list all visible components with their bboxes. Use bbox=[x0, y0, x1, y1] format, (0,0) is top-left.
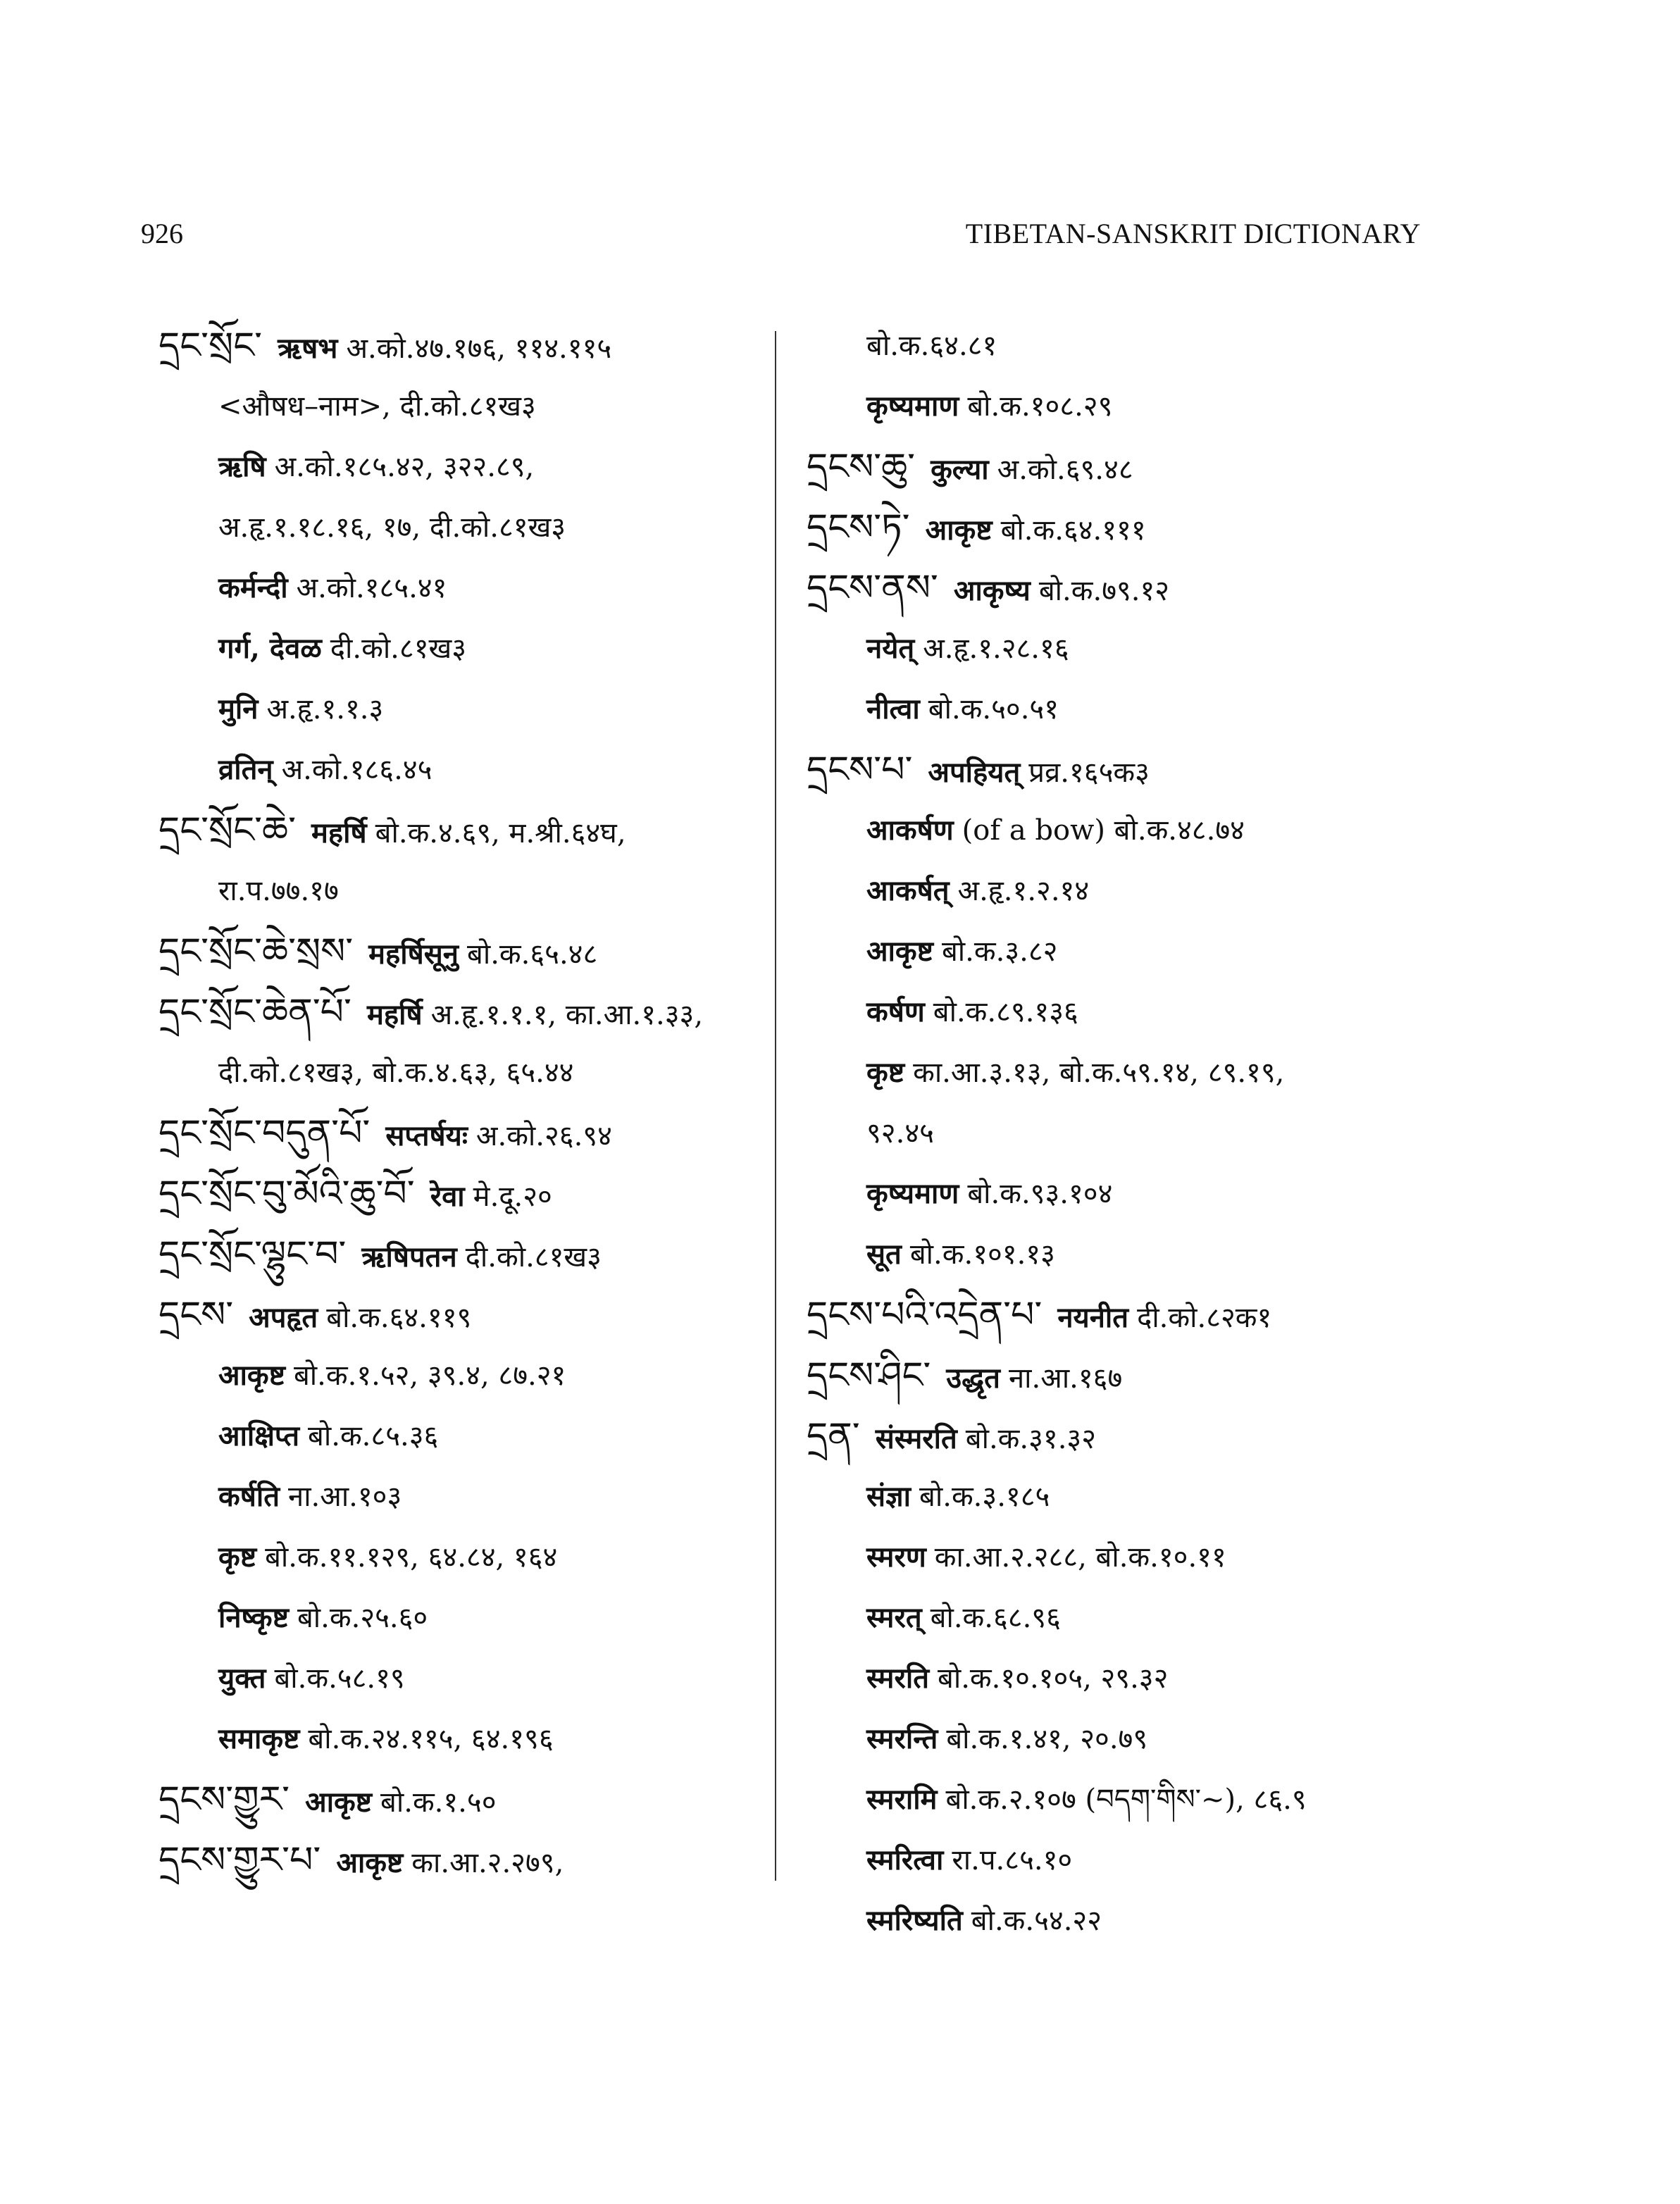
tibetan-headword: དྲང་སྲོང་ bbox=[158, 325, 263, 367]
tibetan-headword: དྲངས་པའི་འདྲེན་པ་ bbox=[807, 1294, 1043, 1336]
tibetan-headword: དྲངས་གྱུར་པ་ bbox=[158, 1839, 321, 1881]
source-reference: बो.क.८९.१३६ bbox=[933, 996, 1078, 1028]
entry-continuation-line bbox=[158, 558, 778, 618]
entry-headword-line bbox=[158, 1103, 778, 1164]
sanskrit-equivalent: आकृष्य bbox=[953, 574, 1031, 607]
source-reference: प्रव्र.१६५क३ bbox=[1028, 757, 1150, 789]
sanskrit-equivalent: स्मरति bbox=[866, 1662, 929, 1695]
tibetan-headword: དྲང་སྲོང་བདུན་པོ་ bbox=[158, 1112, 371, 1154]
entry-continuation-line bbox=[158, 1467, 778, 1527]
source-reference: ना.आ.१६७ bbox=[1008, 1362, 1123, 1395]
sanskrit-equivalent: नीत्वा bbox=[866, 692, 920, 726]
source-reference: रा.प.७७.१७ bbox=[218, 875, 339, 907]
column-divider bbox=[775, 331, 776, 1881]
sanskrit-equivalent: महर्षि bbox=[311, 816, 367, 849]
sanskrit-equivalent: नयनीत bbox=[1057, 1301, 1129, 1334]
tibetan-headword: དྲང་སྲོང་ཆེན་པོ་ bbox=[158, 991, 351, 1033]
entry-headword-line bbox=[807, 1285, 1426, 1345]
entry-continuation-line bbox=[807, 1164, 1426, 1224]
tibetan-headword: དྲངས་ཏེ་ bbox=[807, 506, 910, 549]
entry-headword-line bbox=[158, 800, 778, 861]
entry-continuation-line bbox=[807, 316, 1426, 376]
entry-headword-line bbox=[807, 497, 1426, 558]
sanskrit-equivalent: अपहृत bbox=[249, 1301, 318, 1334]
sanskrit-equivalent: स्मरण bbox=[866, 1540, 926, 1574]
source-reference: बो.क.६४.११९ bbox=[326, 1302, 472, 1334]
entry-continuation-line bbox=[807, 982, 1426, 1042]
source-reference: अ.को.१८६.४५ bbox=[281, 754, 433, 786]
source-reference: अ.को.४७.१७६, ११४.११५ bbox=[346, 332, 612, 365]
entry-continuation-line bbox=[807, 1042, 1426, 1103]
source-reference: बो.क.५०.५१ bbox=[928, 693, 1059, 726]
sanskrit-equivalent: संज्ञा bbox=[866, 1480, 911, 1513]
source-reference: बो.क.१.५० bbox=[380, 1786, 497, 1819]
entry-continuation-line bbox=[807, 1648, 1426, 1709]
source-reference: अ.को.६९.४८ bbox=[997, 454, 1133, 486]
entry-continuation-line bbox=[158, 618, 778, 679]
entry-headword-line bbox=[158, 921, 778, 982]
sanskrit-equivalent: सप्तर्षयः bbox=[385, 1119, 468, 1152]
sanskrit-equivalent: अपहियत् bbox=[928, 756, 1021, 789]
entry-continuation-line bbox=[158, 1709, 778, 1769]
source-reference: बो.क.१०१.१३ bbox=[909, 1238, 1055, 1271]
entry-headword-line bbox=[158, 1769, 778, 1830]
sanskrit-equivalent: ऋषि bbox=[218, 450, 266, 483]
entry-continuation-line bbox=[807, 376, 1426, 437]
source-reference: बो.क.६४.८१ bbox=[866, 330, 997, 362]
sanskrit-equivalent: ऋषभ bbox=[278, 332, 338, 365]
entry-continuation-line bbox=[158, 740, 778, 800]
source-reference: रा.प.८५.१० bbox=[952, 1844, 1073, 1876]
source-reference: का.आ.२.२७९, bbox=[411, 1847, 564, 1879]
source-reference: बो.क.१.४१, २०.७९ bbox=[946, 1723, 1148, 1755]
source-reference: बो.क.८५.३६ bbox=[308, 1420, 439, 1452]
sanskrit-equivalent: संस्मरति bbox=[875, 1422, 957, 1455]
source-reference: बो.क.७९.१२ bbox=[1038, 575, 1170, 607]
source-reference: अ.हृ.१.२८.१६ bbox=[923, 633, 1069, 665]
entry-continuation-line bbox=[807, 1224, 1426, 1285]
tibetan-headword: དྲངས་པ་ bbox=[807, 749, 913, 791]
right-column bbox=[807, 316, 1426, 1951]
entry-headword-line bbox=[807, 740, 1426, 800]
entry-headword-line bbox=[807, 437, 1426, 497]
entry-continuation-line bbox=[807, 1830, 1426, 1891]
entry-continuation-line bbox=[158, 1406, 778, 1467]
source-reference: मे.दू.२० bbox=[473, 1181, 552, 1213]
source-reference: दी.को.८१ख३ bbox=[465, 1241, 602, 1274]
sanskrit-equivalent: व्रतिन् bbox=[218, 753, 273, 786]
entry-continuation-line bbox=[158, 1588, 778, 1648]
source-reference: दी.को.८१ख३, बो.क.४.६३, ६५.४४ bbox=[218, 1057, 574, 1089]
entry-continuation-line bbox=[158, 376, 778, 437]
entry-continuation-line bbox=[807, 1769, 1426, 1830]
entry-continuation-line bbox=[807, 1103, 1426, 1164]
entry-continuation-line bbox=[807, 679, 1426, 740]
entry-headword-line bbox=[158, 1285, 778, 1345]
sanskrit-equivalent: आकृष्ट bbox=[866, 935, 933, 968]
tibetan-headword: དྲངས་ནས་ bbox=[807, 567, 938, 609]
sanskrit-equivalent: ऋषिपतन bbox=[361, 1240, 457, 1274]
sanskrit-equivalent: सूत bbox=[866, 1238, 902, 1271]
sanskrit-equivalent: स्मरामि bbox=[866, 1783, 938, 1816]
entry-continuation-line bbox=[807, 1588, 1426, 1648]
tibetan-headword: དྲངས་ bbox=[158, 1294, 234, 1336]
source-reference: दी.को.८१ख३ bbox=[330, 633, 467, 665]
sanskrit-equivalent: आक्षिप्त bbox=[218, 1419, 300, 1452]
sanskrit-equivalent: मुनि bbox=[218, 692, 259, 726]
source-reference: बो.क.४.६९, म.श्री.६४घ, bbox=[375, 817, 626, 849]
source-reference: अ.हृ.१.१.१, का.आ.१.३३, bbox=[430, 999, 704, 1031]
source-reference: बो.क.२५.६० bbox=[297, 1602, 428, 1634]
sanskrit-equivalent: युक्त bbox=[218, 1662, 266, 1695]
sanskrit-equivalent: कृष्यमाण bbox=[866, 390, 959, 423]
tibetan-headword: དྲང་སྲོང་ལྷུང་བ་ bbox=[158, 1233, 347, 1276]
entry-continuation-line bbox=[158, 1527, 778, 1588]
sanskrit-equivalent: कर्मन्दी bbox=[218, 571, 288, 604]
source-reference: अ.को.२६.९४ bbox=[475, 1120, 612, 1152]
sanskrit-equivalent: गर्ग, देवळ bbox=[218, 632, 322, 665]
source-reference: अ.हृ.१.२.१४ bbox=[957, 875, 1090, 907]
left-column bbox=[158, 316, 778, 1891]
sanskrit-equivalent: महर्षि bbox=[366, 998, 423, 1031]
source-reference: (of a bow) बो.क.४८.७४ bbox=[962, 814, 1245, 847]
sanskrit-equivalent: आकर्षत् bbox=[866, 874, 950, 907]
entry-continuation-line bbox=[807, 1891, 1426, 1951]
source-reference: बो.क.११.१२९, ६४.८४, १६४ bbox=[265, 1541, 558, 1574]
page-number: 926 bbox=[141, 218, 183, 249]
entry-headword-line bbox=[807, 1345, 1426, 1406]
tibetan-headword: དྲང་སྲོང་ཆེ་ bbox=[158, 809, 297, 852]
entry-continuation-line bbox=[807, 800, 1426, 861]
source-reference: बो.क.६५.४८ bbox=[467, 938, 598, 971]
source-reference: <औषध–नाम>, दी.को.८१ख३ bbox=[218, 390, 536, 423]
sanskrit-equivalent: कृष्ट bbox=[866, 1056, 905, 1089]
sanskrit-equivalent: स्मरिष्यति bbox=[866, 1904, 963, 1937]
source-reference: बो.क.६८.९६ bbox=[930, 1602, 1061, 1634]
entry-continuation-line bbox=[158, 437, 778, 497]
source-reference: ९२.४५ bbox=[866, 1117, 934, 1150]
entry-continuation-line bbox=[807, 1527, 1426, 1588]
source-reference: बो.क.२४.११५, ६४.१९६ bbox=[308, 1723, 554, 1755]
source-reference: बो.क.३.१८५ bbox=[919, 1481, 1050, 1513]
sanskrit-equivalent: स्मरन्ति bbox=[866, 1722, 938, 1755]
tibetan-headword: དྲན་ bbox=[807, 1415, 860, 1457]
entry-continuation-line bbox=[807, 921, 1426, 982]
sanskrit-equivalent: आकृष्ट bbox=[305, 1786, 373, 1819]
sanskrit-equivalent: कृष्ट bbox=[218, 1540, 257, 1574]
source-reference: बो.क.६४.१११ bbox=[1000, 514, 1146, 547]
entry-headword-line bbox=[158, 982, 778, 1042]
source-reference: बो.क.९३.१०४ bbox=[967, 1178, 1113, 1210]
entry-headword-line bbox=[158, 316, 778, 376]
entry-headword-line bbox=[158, 1224, 778, 1285]
sanskrit-equivalent: आकर्षण bbox=[866, 814, 954, 847]
tibetan-headword: དྲངས་ཤིང་ bbox=[807, 1355, 931, 1397]
entry-headword-line bbox=[158, 1830, 778, 1891]
entry-headword-line bbox=[158, 1164, 778, 1224]
tibetan-headword: དྲངས་གྱུར་ bbox=[158, 1779, 290, 1821]
source-reference: बो.क.१०.१०५, २९.३२ bbox=[938, 1662, 1169, 1695]
source-reference: का.आ.२.२८८, बो.क.१०.११ bbox=[934, 1541, 1226, 1574]
sanskrit-equivalent: समाकृष्ट bbox=[218, 1722, 300, 1755]
source-reference: अ.को.१८५.४२, ३२२.८९, bbox=[274, 451, 535, 483]
tibetan-headword: དྲང་སྲོང་བུ་མོའི་ཆུ་བོ་ bbox=[158, 1173, 415, 1215]
source-reference: बो.क.१.५२, ३९.४, ८७.२१ bbox=[293, 1359, 566, 1392]
entry-continuation-line bbox=[807, 618, 1426, 679]
sanskrit-equivalent: आकृष्ट bbox=[925, 513, 993, 547]
entry-continuation-line bbox=[807, 1709, 1426, 1769]
sanskrit-equivalent: निष्कृष्ट bbox=[218, 1601, 289, 1634]
sanskrit-equivalent: स्मरित्वा bbox=[866, 1843, 944, 1876]
source-reference: का.आ.३.१३, बो.क.५९.१४, ८९.१९, bbox=[913, 1057, 1285, 1089]
sanskrit-equivalent: उद्धृत bbox=[946, 1362, 1000, 1395]
source-reference: बो.क.३.८२ bbox=[941, 935, 1058, 968]
entry-headword-line bbox=[807, 558, 1426, 618]
sanskrit-equivalent: कृष्यमाण bbox=[866, 1177, 959, 1210]
source-reference: बो.क.१०८.२९ bbox=[967, 390, 1113, 423]
sanskrit-equivalent: नयेत् bbox=[866, 632, 915, 665]
entry-continuation-line bbox=[158, 1042, 778, 1103]
entry-continuation-line bbox=[807, 1467, 1426, 1527]
sanskrit-equivalent: कर्षति bbox=[218, 1480, 280, 1513]
entry-continuation-line bbox=[158, 1345, 778, 1406]
source-reference: अ.को.१८५.४१ bbox=[296, 572, 447, 604]
sanskrit-equivalent: कर्षण bbox=[866, 995, 925, 1028]
sanskrit-equivalent: कुल्या bbox=[931, 453, 989, 486]
entry-continuation-line bbox=[158, 497, 778, 558]
source-reference: बो.क.५८.१९ bbox=[274, 1662, 405, 1695]
source-reference: बो.क.२.१०७ (བདག་གིས་~), ८६.९ bbox=[945, 1783, 1307, 1816]
entry-continuation-line bbox=[158, 679, 778, 740]
source-reference: दी.को.८२क१ bbox=[1137, 1302, 1272, 1334]
running-title: TIBETAN-SANSKRIT DICTIONARY bbox=[965, 218, 1421, 249]
entry-continuation-line bbox=[158, 861, 778, 921]
sanskrit-equivalent: आकृष्ट bbox=[218, 1359, 285, 1392]
entry-headword-line bbox=[807, 1406, 1426, 1467]
source-reference: अ.हृ.१.१८.१६, १७, दी.को.८१ख३ bbox=[218, 511, 566, 544]
sanskrit-equivalent: रेवा bbox=[430, 1180, 465, 1213]
source-reference: ना.आ.१०३ bbox=[288, 1481, 402, 1513]
entry-continuation-line bbox=[158, 1648, 778, 1709]
sanskrit-equivalent: आकृष्ट bbox=[336, 1846, 404, 1879]
entry-continuation-line bbox=[807, 861, 1426, 921]
tibetan-headword: དྲངས་ཆུ་ bbox=[807, 446, 916, 488]
source-reference: बो.क.५४.२२ bbox=[971, 1905, 1102, 1937]
sanskrit-equivalent: महर्षिसूनु bbox=[368, 938, 459, 971]
tibetan-headword: དྲང་སྲོང་ཆེ་སྲས་ bbox=[158, 930, 354, 973]
source-reference: बो.क.३१.३२ bbox=[965, 1423, 1097, 1455]
sanskrit-equivalent: स्मरत् bbox=[866, 1601, 922, 1634]
source-reference: अ.हृ.१.१.३ bbox=[266, 693, 384, 726]
